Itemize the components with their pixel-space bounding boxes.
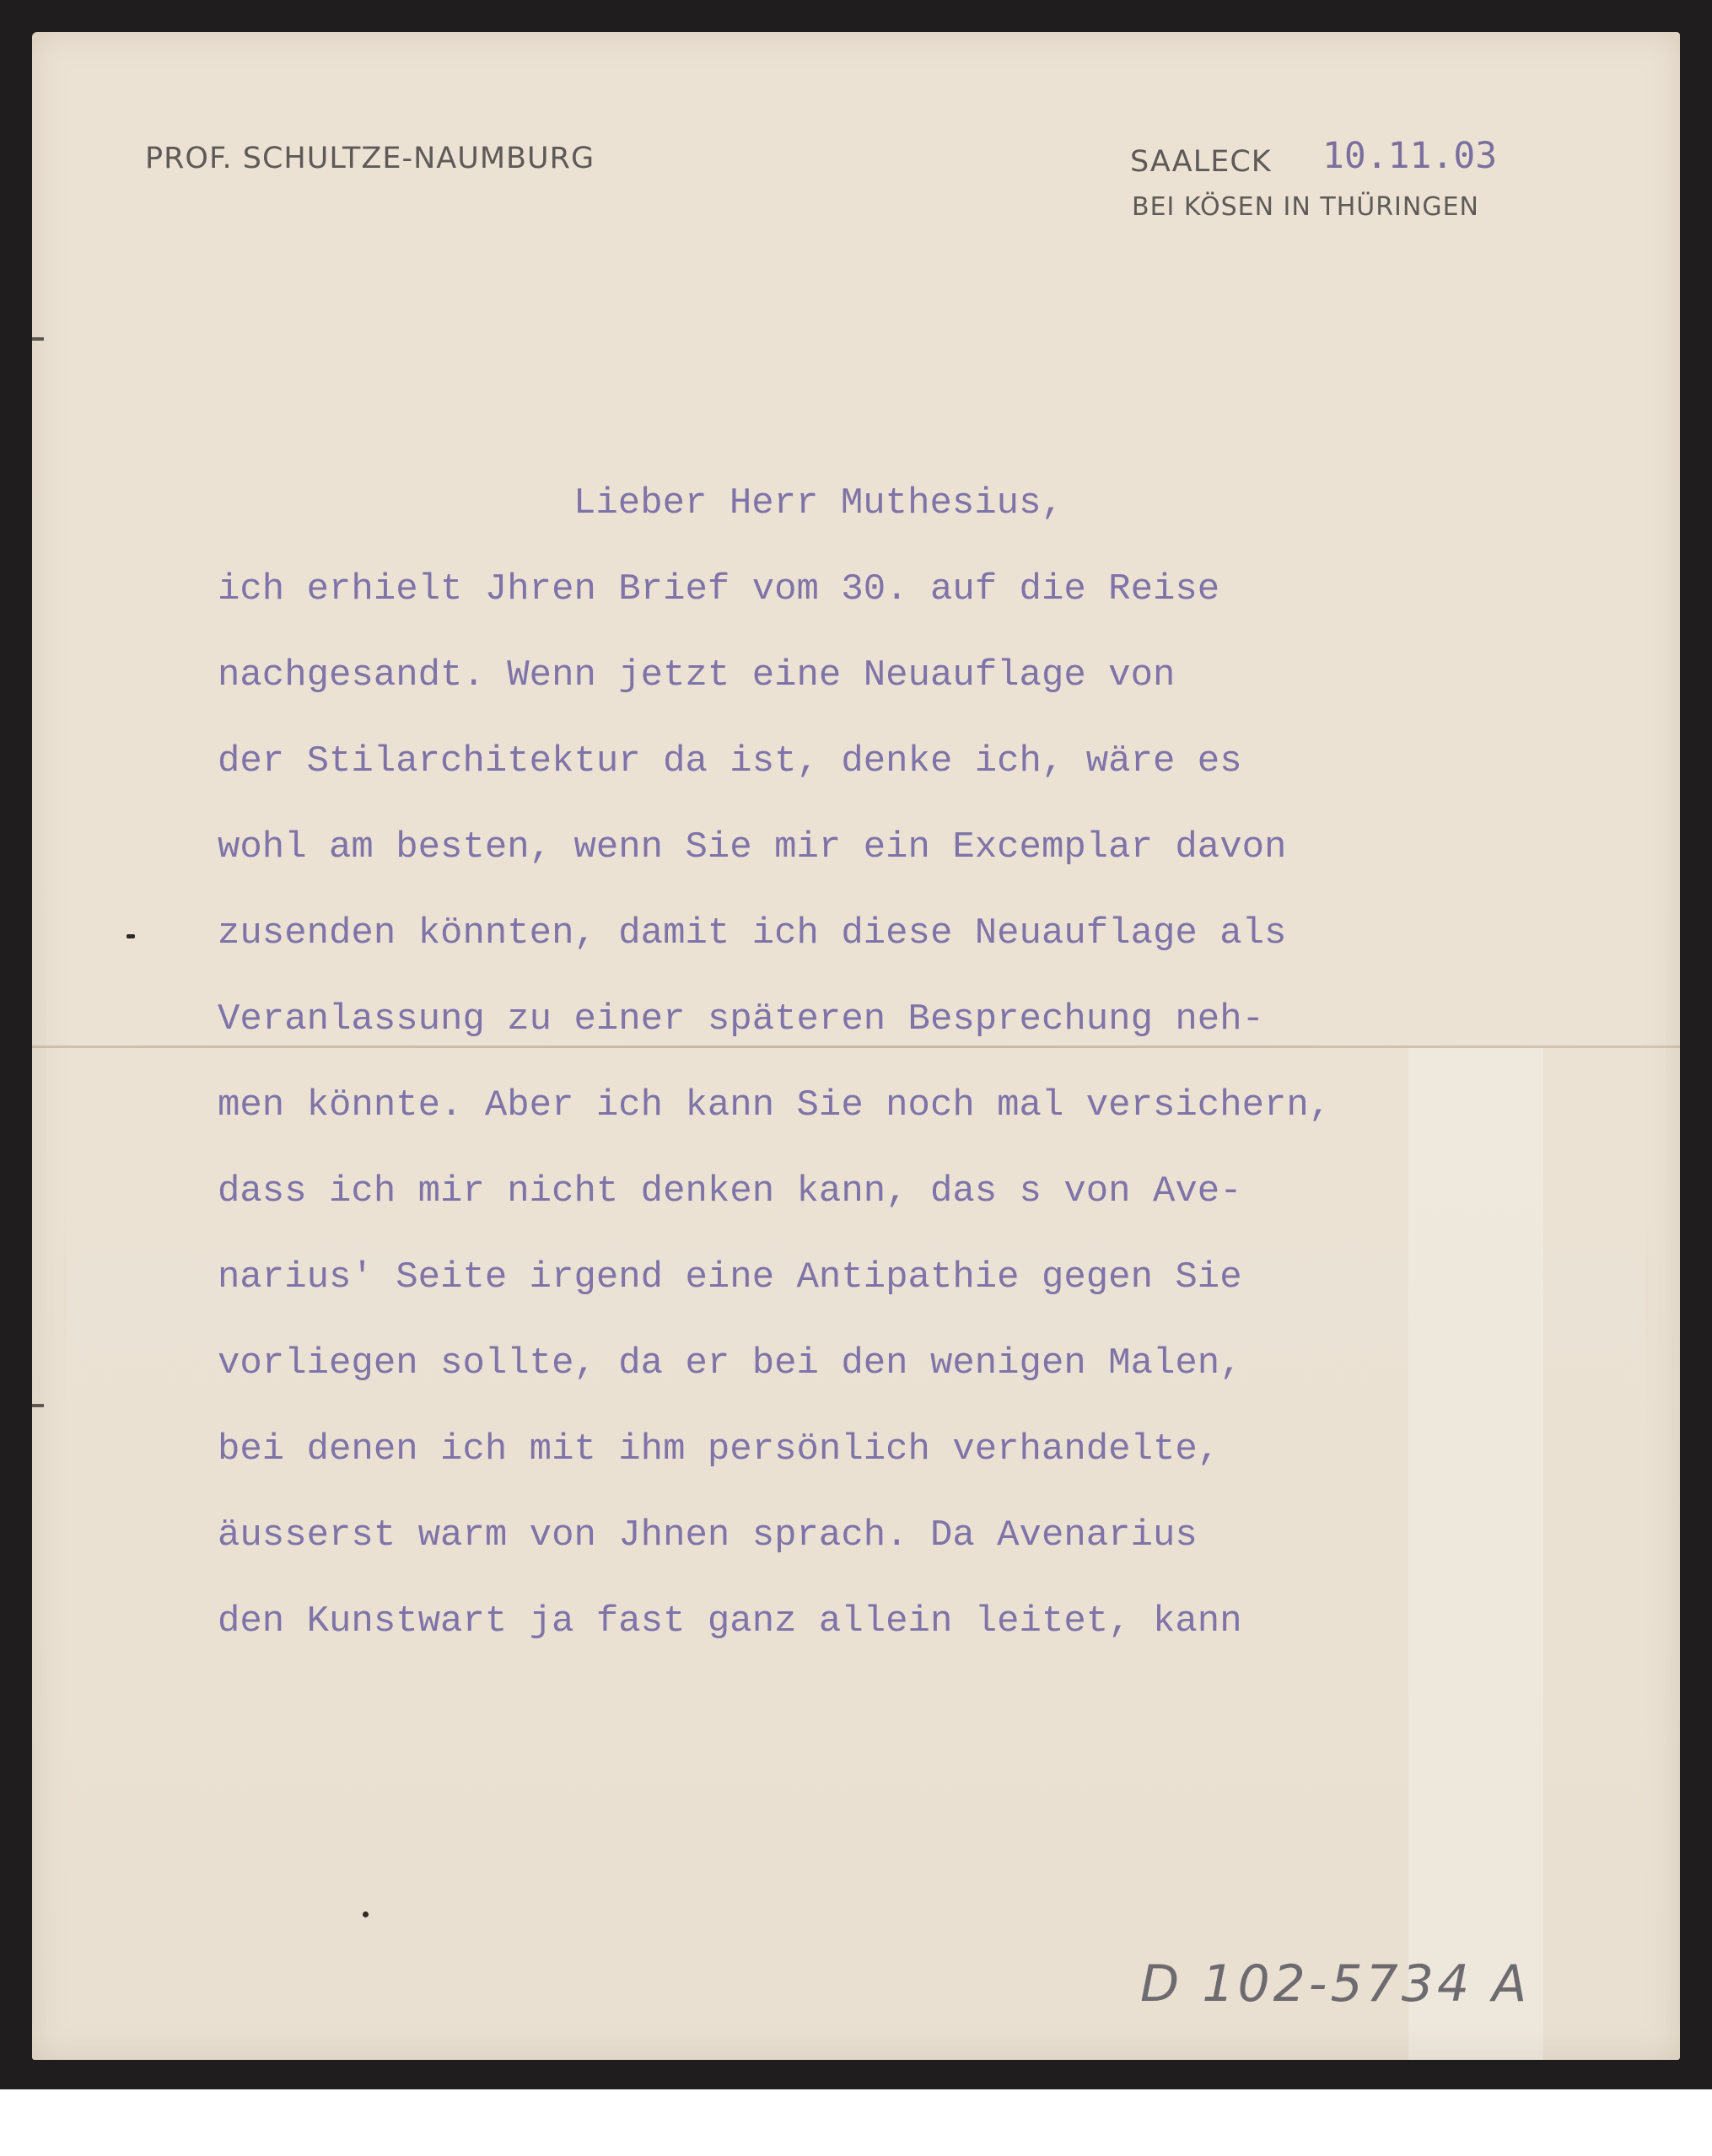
scan-bottom-margin (0, 2089, 1712, 2156)
archive-signature-number: D 102-5734 A (1140, 1954, 1531, 2014)
letter-line: men könnte. Aber ich kann Sie noch mal versichern, (218, 1084, 1332, 1126)
letterhead-region: BEI KÖSEN IN THÜRINGEN (1132, 192, 1479, 222)
paper-speck (127, 934, 135, 938)
letter-line: äusserst warm von Jhnen sprach. Da Avenarius (218, 1514, 1198, 1557)
letter-line: nachgesandt. Wenn jetzt eine Neuauflage von (218, 654, 1176, 696)
letter-line: ich erhielt Jhren Brief vom 30. auf die Reise (218, 568, 1220, 610)
letter-line: zusenden könnten, damit ich diese Neuauflage als (218, 912, 1287, 954)
letterhead-place: SAALECK (1130, 145, 1272, 179)
letter-line: Veranlassung zu einer späteren Besprechung neh- (218, 998, 1265, 1040)
letter-body (218, 568, 1567, 1686)
paper-speck (363, 1911, 369, 1917)
letter-line: wohl am besten, wenn Sie mir ein Excemplar davon (218, 826, 1287, 868)
letter-salutation: Lieber Herr Muthesius, (573, 482, 1063, 524)
letterhead-sender: PROF. SCHULTZE-NAUMBURG (145, 142, 595, 175)
letter-line: narius' Seite irgend eine Antipathie gegen Sie (218, 1256, 1242, 1298)
letter-date: 10.11.03 (1322, 135, 1498, 177)
margin-notch-mark (32, 337, 44, 341)
letter-line: der Stilarchitektur da ist, denke ich, wäre es (218, 740, 1242, 782)
letter-line: bei denen ich mit ihm persönlich verhandelte, (218, 1428, 1220, 1470)
letter-line: den Kunstwart ja fast ganz allein leitet, kann (218, 1600, 1242, 1643)
letter-line: vorliegen sollte, da er bei den wenigen Malen, (218, 1342, 1242, 1384)
letter-line: dass ich mir nicht denken kann, das s von Ave- (218, 1170, 1242, 1212)
margin-notch-mark (32, 1404, 44, 1407)
